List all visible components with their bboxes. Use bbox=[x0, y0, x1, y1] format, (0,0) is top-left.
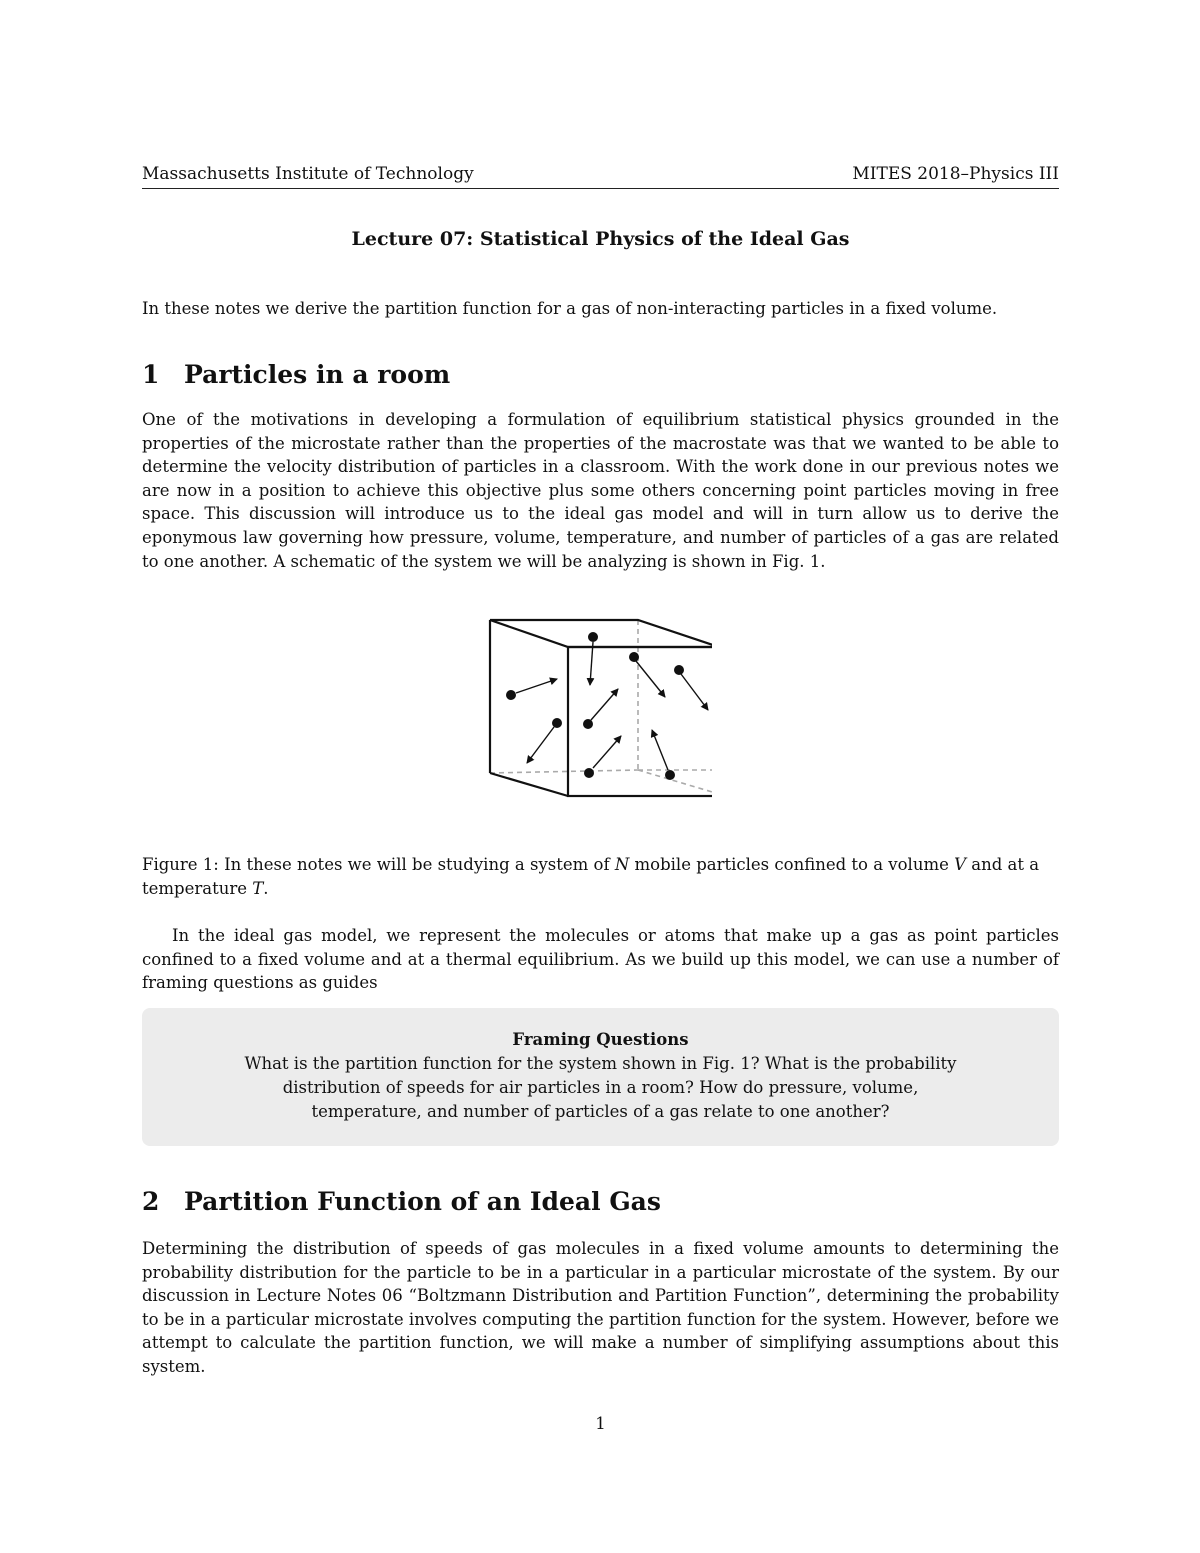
figure-caption bbox=[142, 853, 1059, 900]
section-1-paragraph: One of the motivations in developing a formulation of equilibrium statistical physics grounded in the properties of the microstate rather than the properties of the macrostate was that we wanted to be able to determine the velocity distribution of particles in a classroom. With the work done in our previous notes we are now in a position to achieve this objective plus some others concerning point particles moving in free space. This discussion will introduce us to the ideal gas model and will in turn allow us to derive the eponymous law governing how pressure, volume, temperature, and number of particles of a gas are related to one another. A schematic of the system we will be analyzing is shown in Fig. 1. bbox=[142, 410, 1059, 571]
particles bbox=[506, 632, 684, 780]
ideal-gas-paragraph: In the ideal gas model, we represent the molecules or atoms that make up a gas as point particles confined to a fixed volume and at a thermal equilibrium. As we build up this model, we can use a number of framing questions as guides bbox=[142, 926, 1059, 993]
caption-text-1: Figure 1: In these notes we will be studying a system of bbox=[142, 855, 615, 874]
caption-var-n: N bbox=[614, 855, 630, 874]
intro-text: In these notes we derive the partition function for a gas of non-interacting particles in a fixed volume. bbox=[142, 299, 998, 318]
header-course: MITES 2018–Physics III bbox=[852, 164, 1059, 184]
framing-line-2: distribution of speeds for air particles in a room? How do pressure, volume, bbox=[282, 1078, 919, 1097]
page-number: 1 bbox=[595, 1414, 606, 1433]
caption-text-4: . bbox=[263, 878, 269, 898]
caption-text-2: mobile particles confined to a volume bbox=[629, 855, 955, 874]
framing-title: Framing Questions bbox=[512, 1030, 689, 1049]
framing-line-1: What is the partition function for the system shown in Fig. 1? What is the probability bbox=[244, 1054, 957, 1073]
section-1-title: Particles in a room bbox=[184, 360, 451, 389]
section-2-number: 2 bbox=[142, 1187, 160, 1216]
caption-text-3: and at a temperature bbox=[142, 855, 1040, 898]
header-institution: Massachusetts Institute of Technology bbox=[142, 164, 474, 184]
running-header bbox=[142, 162, 1059, 189]
velocity-arrows bbox=[516, 642, 708, 770]
caption-var-t: T bbox=[252, 878, 264, 898]
framing-questions-box bbox=[142, 1008, 1059, 1146]
section-1-number: 1 bbox=[142, 360, 160, 389]
caption-var-v: V bbox=[954, 855, 967, 874]
section-2-title: Partition Function of an Ideal Gas bbox=[184, 1187, 661, 1216]
section-2-heading bbox=[142, 1187, 661, 1216]
framing-line-3: temperature, and number of particles of a gas relate to one another? bbox=[311, 1102, 890, 1121]
section-2-paragraph: Determining the distribution of speeds of gas molecules in a fixed volume amounts to determining the probability distribution for the particle to be in a particular in a particular microstate of the system. By our discussion in Lecture Notes 06 “Boltzmann Distribution and Partition Function”, determining the probability to be in a particular microstate involves computing the partition function for the system. However, before we attempt to calculate the partition function, we will make a number of simplifying assumptions about this system. bbox=[142, 1239, 1059, 1376]
particle-box-figure bbox=[472, 615, 712, 805]
lecture-title: Lecture 07: Statistical Physics of the Ideal Gas bbox=[351, 228, 850, 250]
section-1-heading bbox=[142, 360, 450, 389]
